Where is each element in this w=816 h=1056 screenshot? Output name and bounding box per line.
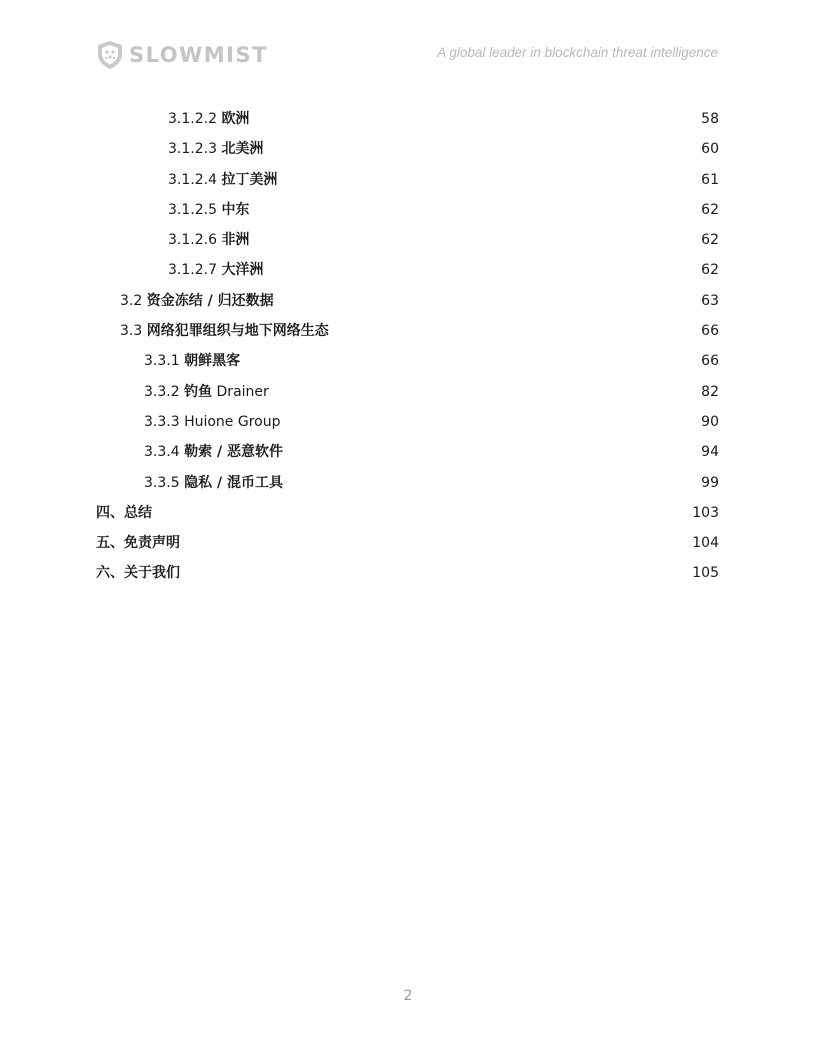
toc-entry-title: 中东 [221, 201, 250, 218]
toc-entry-label [120, 316, 329, 346]
toc-entry-label [168, 195, 249, 225]
page-header [0, 0, 816, 90]
toc-entry-page: 60 [701, 141, 719, 158]
toc-entry-chapter-5[interactable] [0, 528, 816, 558]
toc-entry-number: 3.2 [120, 292, 143, 309]
toc-entry-title: 北美洲 [221, 141, 264, 158]
toc-entry-page: 103 [692, 504, 719, 521]
toc-entry-title-latin: Huione Group [184, 413, 281, 430]
toc-entry-number: 3.3.5 [144, 474, 180, 491]
toc-entry-chapter-4[interactable] [0, 498, 816, 528]
toc-entry-3-1-2-2[interactable] [0, 104, 816, 134]
slowmist-logo [96, 40, 268, 70]
toc-entry-page: 105 [692, 565, 719, 582]
page-number: 2 [403, 988, 413, 1004]
toc-entry-3-3-5[interactable] [0, 468, 816, 498]
toc-entry-number: 3.1.2.3 [168, 141, 217, 158]
toc-entry-page: 104 [692, 535, 719, 552]
toc-entry-number: 3.1.2.7 [168, 262, 217, 279]
toc-entry-3-1-2-3[interactable] [0, 134, 816, 164]
toc-entry-title: 钓鱼 [184, 383, 213, 400]
toc-entry-3-2[interactable] [0, 286, 816, 316]
toc-entry-number: 3.1.2.4 [168, 171, 217, 188]
toc-entry-title: 拉丁美洲 [221, 171, 278, 188]
toc-entry-3-3-3[interactable] [0, 407, 816, 437]
toc-entry-title: 四、总结 [96, 504, 152, 521]
toc-entry-3-3-2[interactable] [0, 377, 816, 407]
shield-logo-icon [96, 40, 124, 70]
toc-entry-label [144, 468, 283, 498]
toc-entry-page: 82 [701, 383, 719, 400]
toc-entry-title: 朝鲜黑客 [184, 353, 241, 370]
toc-entry-3-3-1[interactable] [0, 346, 816, 376]
toc-entry-page: 66 [701, 353, 719, 370]
toc-entry-page: 94 [701, 444, 719, 461]
toc-entry-page: 66 [701, 323, 719, 340]
toc-entry-label [144, 437, 283, 467]
logo-wordmark: SLOWMIST [129, 43, 268, 67]
toc-entry-3-3-4[interactable] [0, 437, 816, 467]
toc-entry-title: 六、关于我们 [96, 565, 180, 582]
toc-entry-page: 90 [701, 413, 719, 430]
toc-entry-title: 大洋洲 [221, 262, 264, 279]
toc-entry-label [168, 104, 249, 134]
toc-entry-number: 3.1.2.2 [168, 111, 217, 127]
toc-entry-number: 3.3 [120, 323, 143, 340]
toc-entry-3-1-2-5[interactable] [0, 195, 816, 225]
toc-entry-number: 3.1.2.6 [168, 232, 217, 249]
toc-entry-number: 3.3.1 [144, 353, 180, 370]
toc-entry-3-1-2-7[interactable] [0, 255, 816, 285]
toc-entry-page: 62 [701, 232, 719, 249]
toc-entry-number: 3.3.2 [144, 383, 180, 400]
toc-entry-3-3[interactable] [0, 316, 816, 346]
toc-entry-title: 欧洲 [221, 111, 250, 127]
toc-entry-title: 非洲 [221, 232, 250, 249]
toc-entry-number: 3.3.4 [144, 444, 180, 461]
toc-entry-label [168, 225, 249, 255]
toc-entry-3-1-2-6[interactable] [0, 225, 816, 255]
toc-entry-page: 58 [701, 111, 719, 127]
toc-entry-page: 62 [701, 201, 719, 218]
toc-entry-label [120, 286, 274, 316]
toc-entry-page: 61 [701, 171, 719, 188]
toc-entry-title: 资金冻结 / 归还数据 [146, 292, 274, 309]
toc-entry-label [144, 407, 281, 437]
toc-entry-label [144, 346, 240, 376]
toc-entry-label [168, 134, 263, 164]
toc-entry-number: 3.1.2.5 [168, 201, 217, 218]
toc-entry-title: 隐私 / 混币工具 [184, 474, 283, 491]
toc-entry-title: 勒索 / 恶意软件 [184, 444, 283, 461]
toc-entry-title: 网络犯罪组织与地下网络生态 [146, 323, 329, 340]
header-tagline: A global leader in blockchain threat intelligence [437, 45, 718, 60]
toc-entry-title-latin: Drainer [216, 383, 269, 400]
toc-entry-label [168, 165, 277, 195]
toc-entry-number: 3.3.3 [144, 413, 180, 430]
toc-entry-page: 62 [701, 262, 719, 279]
table-of-contents [0, 104, 816, 589]
toc-entry-title: 五、免责声明 [96, 535, 180, 552]
toc-entry-label [168, 255, 263, 285]
toc-entry-chapter-6[interactable] [0, 558, 816, 588]
toc-entry-label [144, 377, 269, 407]
toc-entry-page: 99 [701, 474, 719, 491]
toc-entry-page: 63 [701, 292, 719, 309]
toc-entry-3-1-2-4[interactable] [0, 165, 816, 195]
